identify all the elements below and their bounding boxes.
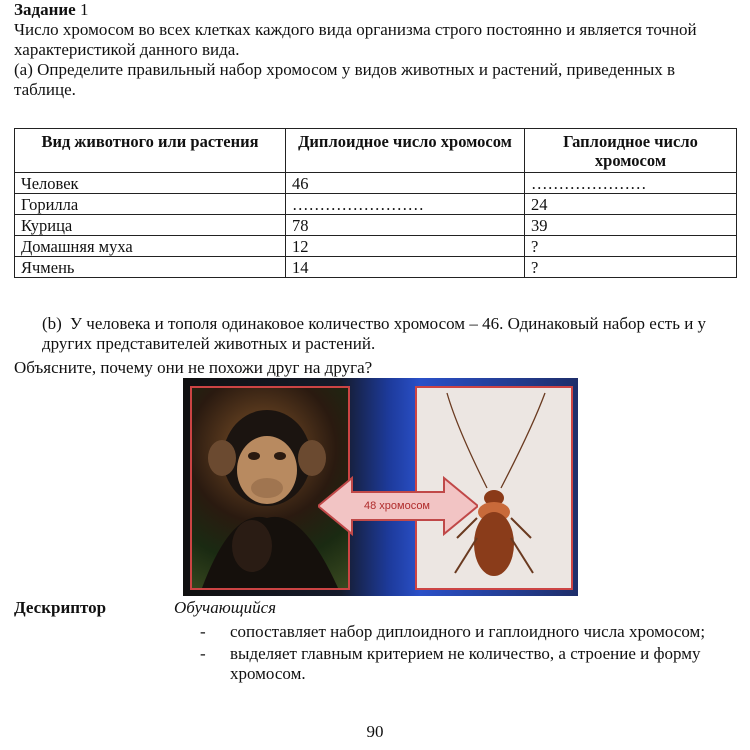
table-header-row (15, 129, 737, 173)
table-row (15, 215, 737, 236)
table-row (15, 257, 737, 278)
dash-bullet: - (200, 644, 206, 663)
list-item (200, 644, 720, 684)
task-intro-text: Число хромосом во всех клетках каждого вида организма строго постоянно и является точной характеристикой данного вида. (14, 20, 697, 59)
cell-haploid: 24 (525, 194, 737, 215)
cell-species: Домашняя муха (15, 236, 286, 257)
table-row (15, 194, 737, 215)
cell-diploid: 14 (286, 257, 525, 278)
cell-haploid: ? (525, 236, 737, 257)
task-title (14, 0, 740, 20)
task-intro (14, 0, 740, 100)
header-diploid: Диплоидное число хромосом (286, 129, 525, 173)
part-b-question: Объясните, почему они не похожи друг на друга? (14, 358, 373, 377)
table-row (15, 236, 737, 257)
dash-bullet: - (200, 622, 206, 641)
task-number: 1 (79, 0, 89, 19)
page-number: 90 (366, 722, 384, 741)
header-haploid: Гаплоидное число хромосом (525, 129, 737, 173)
table-row (15, 173, 737, 194)
cell-species: Ячмень (15, 257, 286, 278)
descriptor-list (200, 622, 720, 686)
cell-species: Человек (15, 173, 286, 194)
list-item-text: сопоставляет набор диплоидного и гаплоидного числа хромосом; (230, 622, 706, 641)
cell-diploid: 78 (286, 215, 525, 236)
list-item-text: выделяет главным критерием не количество, а строение и форму хромосом. (230, 644, 701, 683)
part-b (42, 314, 742, 354)
header-species: Вид животного или растения (15, 129, 286, 173)
descriptor-label: Дескриптор (14, 598, 107, 617)
task-part-a: (a) Определите правильный набор хромосом у видов животных и растений, приведенных в таблице. (14, 60, 676, 99)
cell-diploid: 46 (286, 173, 525, 194)
comparison-figure (183, 378, 578, 596)
cell-haploid: ………………… (525, 173, 737, 194)
list-item (200, 622, 720, 642)
cell-haploid: ? (525, 257, 737, 278)
task-label: Задание (14, 0, 76, 19)
cell-species: Курица (15, 215, 286, 236)
cell-haploid: 39 (525, 215, 737, 236)
arrow-label: 48 хромосом (363, 500, 430, 512)
descriptor-learner: Обучающийся (174, 598, 277, 617)
part-b-label: (b) (42, 314, 62, 333)
cell-diploid: …………………… (286, 194, 525, 215)
cell-diploid: 12 (286, 236, 525, 257)
part-b-text: У человека и тополя одинаковое количество хромосом – 46. Одинаковый набор есть и у других представителей животных и растений. (42, 314, 707, 353)
chromosome-table (14, 128, 737, 278)
cell-species: Горилла (15, 194, 286, 215)
